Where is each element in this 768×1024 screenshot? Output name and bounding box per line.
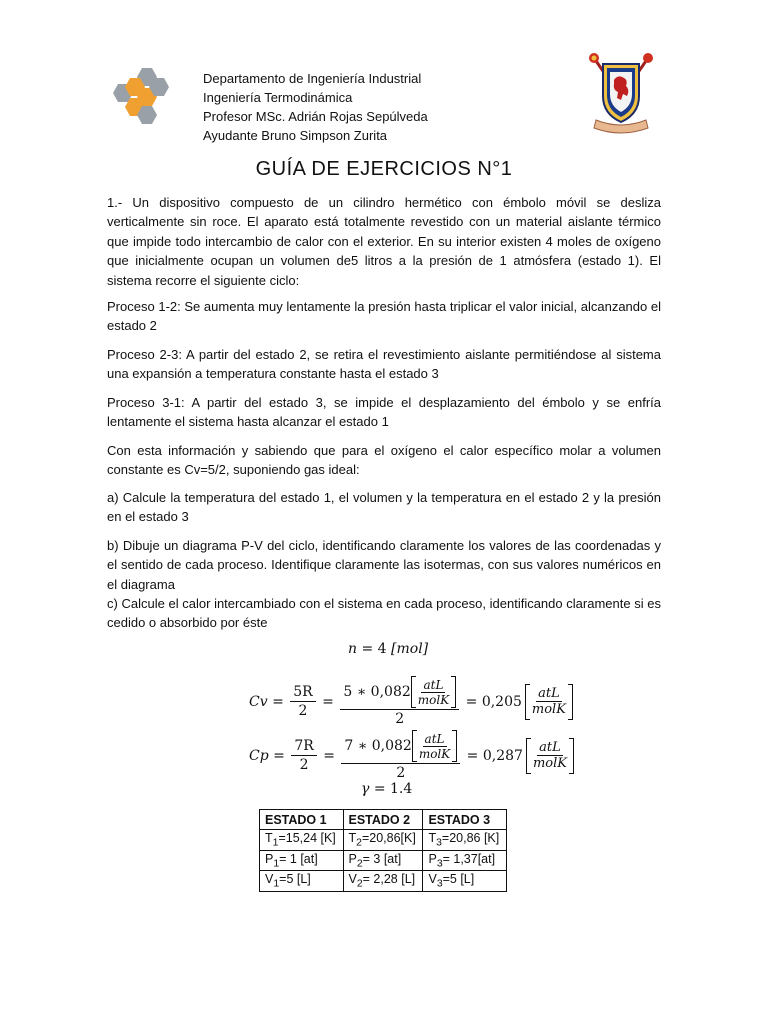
cv-bracket-close <box>451 676 456 708</box>
cv-fraction-2 <box>340 676 459 727</box>
states-table <box>259 809 507 892</box>
equation-moles <box>348 641 428 657</box>
cp-symbol: Cp <box>249 747 269 764</box>
table-row <box>260 871 507 892</box>
info-paragraph: Con esta información y sabiendo que para el oxígeno el calor específico molar a volumen constante es Cv=5/2, suponiendo gas ideal: <box>107 443 661 478</box>
n-unit: [mol] <box>391 641 429 657</box>
n-symbol: n <box>348 641 358 657</box>
cp-unit-inner-num: atL <box>424 731 445 746</box>
cp-result: 0,287 <box>482 747 523 764</box>
table-cell-v1: $V_1=5$ [L] <box>260 871 344 892</box>
equation-cv <box>249 676 573 727</box>
table-cell-v2: $V_2= 2,28$ [L] <box>343 871 423 892</box>
cp-fraction-1-num: 7R <box>291 738 316 756</box>
cv-equals-1: = <box>267 693 289 710</box>
gamma-symbol: γ <box>361 781 370 797</box>
process-3-1: Proceso 3-1: A partir del estado 3, se impide el desplazamiento del émbolo y se enfría lentamente el sistema hasta alcanzar el estado 1 <box>107 395 661 430</box>
cp-equals-2: = <box>318 747 340 764</box>
cp-result-unit <box>531 740 569 771</box>
cv-fraction-1-den: 2 <box>298 703 308 719</box>
cv-result-bracket-close <box>568 684 573 720</box>
cv-symbol: Cv <box>249 693 268 710</box>
table-cell-t2: $T_2=20,86[K]$ <box>343 830 423 851</box>
cv-fraction-1-num: 5R <box>290 684 315 702</box>
page-title: GUÍA DE EJERCICIOS N°1 <box>255 158 513 180</box>
table-cell-p3: $P_3= 1,37[at]$ <box>423 850 507 871</box>
cv-result-unit-den: molK <box>531 702 566 717</box>
question-a: a) Calcule la temperatura del estado 1, el volumen y la temperatura en el estado 2 y la presión en el estado 3 <box>107 490 661 525</box>
table-row <box>260 830 507 851</box>
gamma-value: = 1.4 <box>369 781 413 797</box>
cp-fraction-2-den: 2 <box>396 765 406 781</box>
process-2-3: Proceso 2-3: A partir del estado 2, se retira el revestimiento aislante permitiéndose al sistema una expansión a temperatura constante hasta el estado 3 <box>107 347 661 382</box>
equation-gamma <box>361 781 412 797</box>
cv-fraction-2-num <box>340 676 459 710</box>
table-cell-v3: $V_3=5$ [L] <box>423 871 507 892</box>
table-header-state3: ESTADO 3 <box>423 810 507 830</box>
table-row <box>260 850 507 871</box>
table-cell-t3: $T_3=20,86$ [K] <box>423 830 507 851</box>
cv-fraction-1 <box>290 684 315 719</box>
cv-unit-inner-den: molK <box>417 692 450 707</box>
cp-fraction-2 <box>341 730 460 781</box>
n-value: = 4 <box>357 641 392 657</box>
header-block <box>203 69 428 145</box>
cp-equals-3: = <box>462 747 483 764</box>
cv-fraction-2-den: 2 <box>395 711 405 727</box>
intro-paragraph: 1.- Un dispositivo compuesto de un cilindro hermético con émbolo móvil se desliza verticalmente sin roce. El aparato está totalmente revestido con un material aislante térmico que impide todo intercambio de calor con el exterior. En su interior existen 4 moles de oxígeno que inicialmente ocupan un volumen de5 litros a la presión de 1 atmósfera (estado 1). El sistema recorre el siguiente ciclo: <box>107 195 661 288</box>
table-cell-p1: $P_1= 1$ [at] <box>260 850 344 871</box>
cv-result: 0,205 <box>481 693 522 710</box>
process-1-2: Proceso 1-2: Se aumenta muy lentamente la presión hasta triplicar el valor inicial, alcanzando el estado 2 <box>107 299 661 334</box>
department-logo <box>108 68 172 124</box>
cv-result-unit-num: atL <box>538 686 560 701</box>
cp-result-unit-den: molK <box>532 756 567 771</box>
question-c: c) Calcule el calor intercambiado con el sistema en cada proceso, identificando claramente si es cedido o absorbido por éste <box>107 596 661 631</box>
cv-equals-2: = <box>317 693 339 710</box>
table-header-state1: ESTADO 1 <box>260 810 344 830</box>
header-assistant: Ayudante Bruno Simpson Zurita <box>203 128 388 143</box>
question-b: b) Dibuje un diagrama P-V del ciclo, identificando claramente los valores de las coordenadas y el sentido de cada proceso. Identifique claramente las isotermas, con sus valores numéricos en el diagrama <box>107 538 661 592</box>
header-department: Departamento de Ingeniería Industrial <box>203 71 422 86</box>
header-course: Ingeniería Termodinámica <box>203 90 353 105</box>
cp-unit-inner <box>417 732 452 761</box>
cv-equals-3: = <box>461 693 482 710</box>
cp-fraction-2-num <box>341 730 460 764</box>
table-header-row <box>260 810 507 830</box>
cp-fraction-1-den: 2 <box>299 757 309 773</box>
table-cell-p2: $P_2= 3$ [at] <box>343 850 423 871</box>
cp-result-bracket-close <box>569 738 574 774</box>
cp-unit-inner-den: molK <box>418 746 451 761</box>
cp-equals-1: = <box>268 747 290 764</box>
cv-product: 5 ∗ 0,082 <box>343 684 411 700</box>
table-cell-t1: $T_1=15,24$ [K] <box>260 830 344 851</box>
cp-fraction-1 <box>291 738 316 773</box>
header-professor: Profesor MSc. Adrián Rojas Sepúlveda <box>203 109 428 124</box>
cp-bracket-close <box>452 730 457 762</box>
cp-result-unit-num: atL <box>539 740 561 755</box>
cv-result-unit <box>530 686 568 717</box>
cp-product: 7 ∗ 0,082 <box>344 738 412 754</box>
cv-unit-inner <box>416 678 451 707</box>
equation-cp <box>249 730 574 781</box>
table-header-state2: ESTADO 2 <box>343 810 423 830</box>
university-crest <box>586 50 656 136</box>
cv-unit-inner-num: atL <box>423 677 444 692</box>
